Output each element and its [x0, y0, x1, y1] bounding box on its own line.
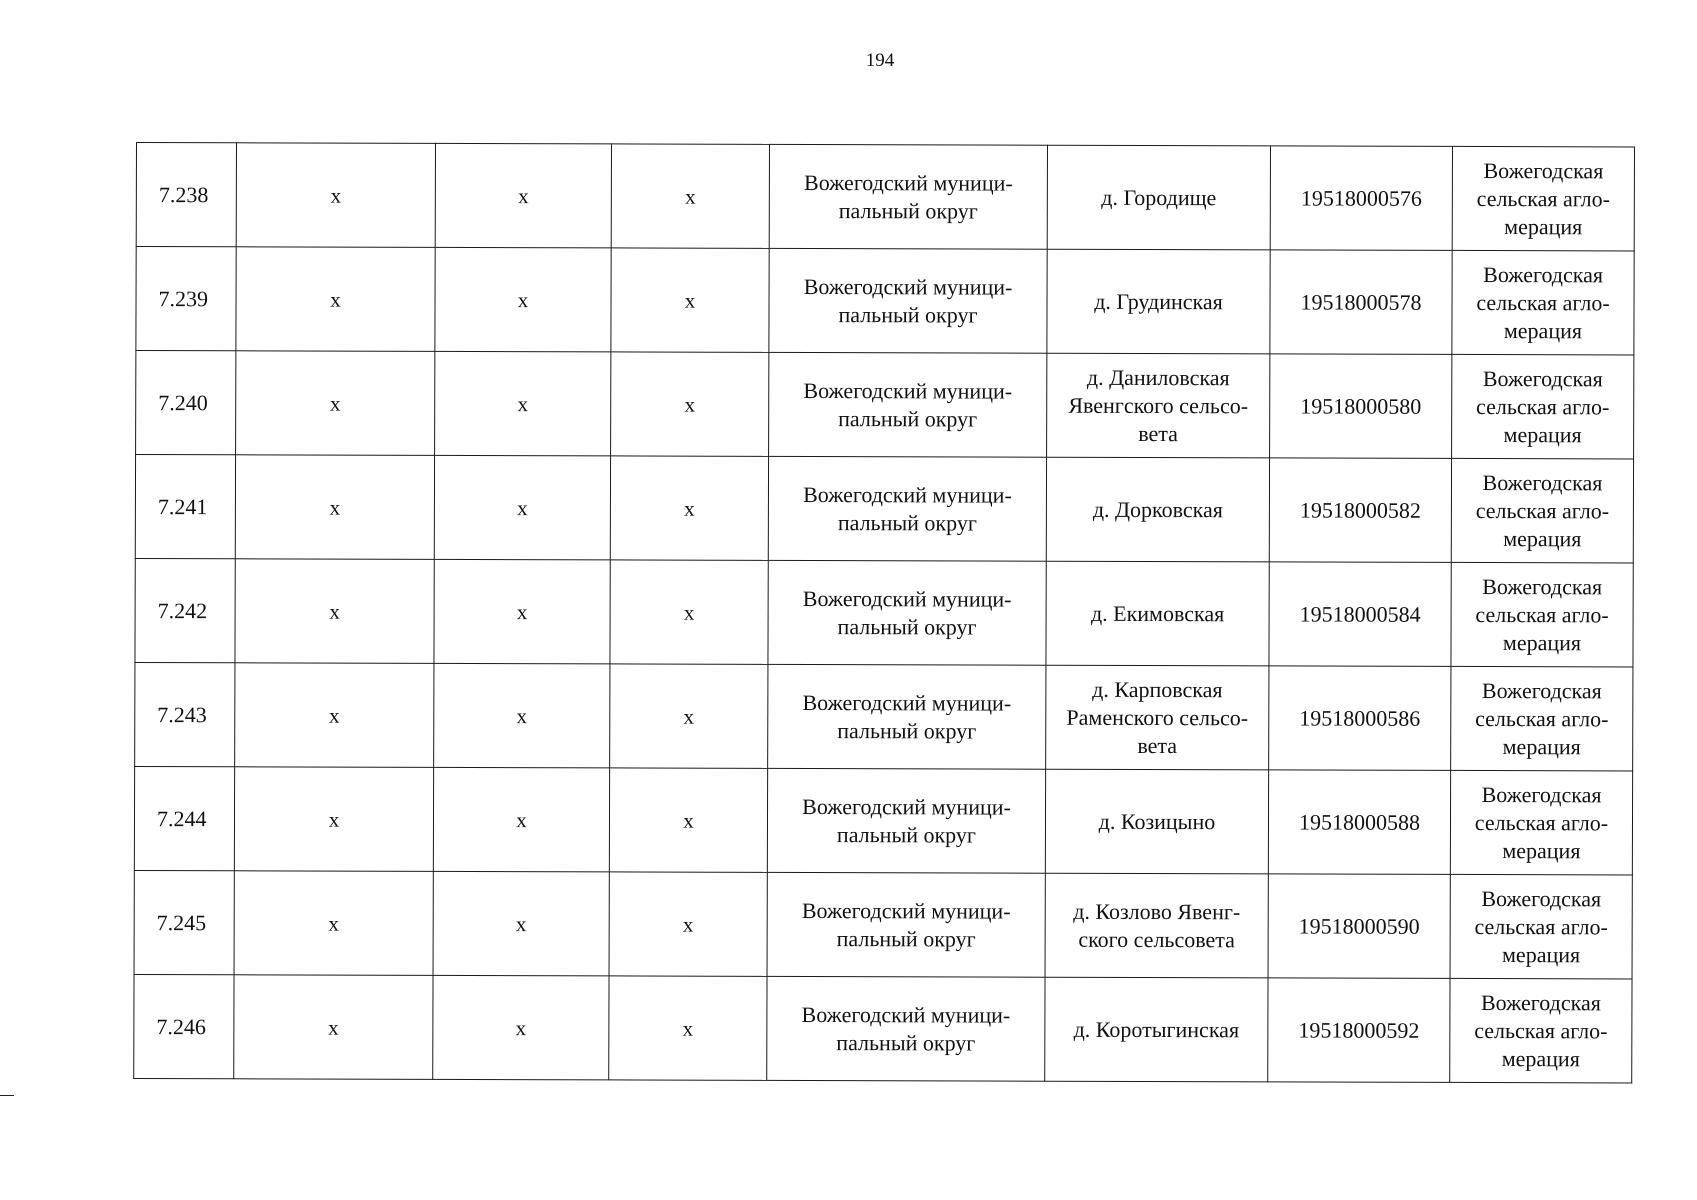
agglomeration-cell: Вожегодская сельская агло-мерация	[1450, 874, 1632, 979]
column-2-cell: х	[235, 455, 434, 560]
code-cell: 19518000584	[1269, 562, 1451, 667]
district-cell: Вожегодский муници-пальный округ	[767, 872, 1045, 977]
agglomeration-cell: Вожегодская сельская агло-мерация	[1450, 978, 1632, 1083]
row-number-cell: 7.238	[136, 143, 236, 247]
row-number-cell: 7.243	[135, 662, 235, 766]
column-3-cell: х	[433, 871, 609, 976]
column-4-cell: х	[609, 976, 767, 1080]
table-body	[134, 143, 1635, 1083]
column-2-cell: х	[235, 559, 434, 664]
column-2-cell: х	[236, 247, 435, 352]
table-row	[135, 455, 1633, 563]
code-cell: 19518000588	[1268, 770, 1450, 875]
scan-margin-mark	[0, 1095, 14, 1096]
agglomeration-cell: Вожегодская сельская агло-мерация	[1451, 562, 1633, 667]
row-number-cell: 7.245	[134, 870, 234, 974]
code-cell: 19518000586	[1269, 666, 1451, 771]
column-4-cell: х	[610, 664, 768, 768]
code-cell: 19518000592	[1268, 978, 1450, 1083]
column-3-cell: х	[435, 351, 611, 456]
column-2-cell: х	[234, 871, 433, 976]
settlement-cell: д. Козицыно	[1045, 769, 1268, 874]
row-number-cell: 7.239	[136, 247, 236, 351]
settlements-table	[133, 142, 1635, 1083]
column-4-cell: х	[610, 456, 768, 560]
column-2-cell: х	[236, 143, 435, 248]
settlement-cell: д. Коротыгинская	[1045, 977, 1268, 1082]
row-number-cell: 7.244	[134, 766, 234, 870]
agglomeration-cell: Вожегодская сельская агло-мерация	[1452, 354, 1634, 459]
code-cell: 19518000582	[1269, 458, 1451, 563]
column-3-cell: х	[435, 247, 611, 352]
row-number-cell: 7.241	[135, 455, 235, 559]
column-4-cell: х	[610, 560, 768, 664]
row-number-cell: 7.240	[136, 351, 236, 455]
agglomeration-cell: Вожегодская сельская агло-мерация	[1450, 770, 1632, 875]
column-3-cell: х	[434, 559, 610, 664]
table-row	[134, 766, 1632, 874]
district-cell: Вожегодский муници-пальный округ	[769, 248, 1047, 353]
settlement-cell: д. Городище	[1047, 145, 1270, 250]
code-cell: 19518000576	[1270, 146, 1452, 251]
settlement-cell: д. Грудинская	[1047, 249, 1270, 354]
district-cell: Вожегодский муници-пальный округ	[767, 768, 1045, 873]
table-row	[135, 662, 1633, 770]
column-3-cell: х	[434, 663, 610, 768]
settlement-cell: д. Даниловская Явенгского сельсо-вета	[1047, 353, 1270, 458]
column-4-cell: х	[611, 352, 769, 456]
column-3-cell: х	[433, 975, 609, 1080]
district-cell: Вожегодский муници-пальный округ	[768, 560, 1046, 665]
row-number-cell: 7.246	[134, 974, 234, 1078]
agglomeration-cell: Вожегодская сельская агло-мерация	[1452, 146, 1634, 251]
column-4-cell: х	[611, 248, 769, 352]
column-4-cell: х	[609, 768, 767, 872]
code-cell: 19518000578	[1270, 250, 1452, 355]
table-row	[136, 143, 1634, 251]
code-cell: 19518000590	[1268, 874, 1450, 979]
page-number: 194	[865, 50, 895, 71]
code-cell: 19518000580	[1270, 354, 1452, 459]
agglomeration-cell: Вожегодская сельская агло-мерация	[1451, 666, 1633, 771]
column-2-cell: х	[234, 767, 433, 872]
column-2-cell: х	[235, 663, 434, 768]
column-4-cell: х	[611, 144, 769, 248]
column-3-cell: х	[433, 767, 609, 872]
district-cell: Вожегодский муници-пальный округ	[768, 664, 1046, 769]
column-3-cell: х	[435, 143, 611, 248]
agglomeration-cell: Вожегодская сельская агло-мерация	[1452, 250, 1634, 355]
district-cell: Вожегодский муници-пальный округ	[768, 456, 1046, 561]
column-3-cell: х	[434, 455, 610, 560]
settlement-cell: д. Екимовская	[1046, 561, 1269, 666]
column-4-cell: х	[609, 872, 767, 976]
table-row	[135, 558, 1633, 666]
district-cell: Вожегодский муници-пальный округ	[769, 352, 1047, 457]
table-row	[134, 870, 1632, 978]
row-number-cell: 7.242	[135, 558, 235, 662]
district-cell: Вожегодский муници-пальный округ	[767, 976, 1045, 1081]
settlement-cell: д. Карповская Раменского сельсо-вета	[1046, 665, 1269, 770]
column-2-cell: х	[234, 975, 433, 1080]
settlement-cell: д. Дорковская	[1046, 457, 1269, 562]
table-row	[136, 247, 1634, 355]
agglomeration-cell: Вожегодская сельская агло-мерация	[1451, 458, 1633, 563]
district-cell: Вожегодский муници-пальный округ	[769, 144, 1047, 249]
settlement-cell: д. Козлово Явенг-ского сельсовета	[1045, 873, 1268, 978]
column-2-cell: х	[236, 351, 435, 456]
table-row	[136, 351, 1634, 459]
table-row	[134, 974, 1632, 1082]
